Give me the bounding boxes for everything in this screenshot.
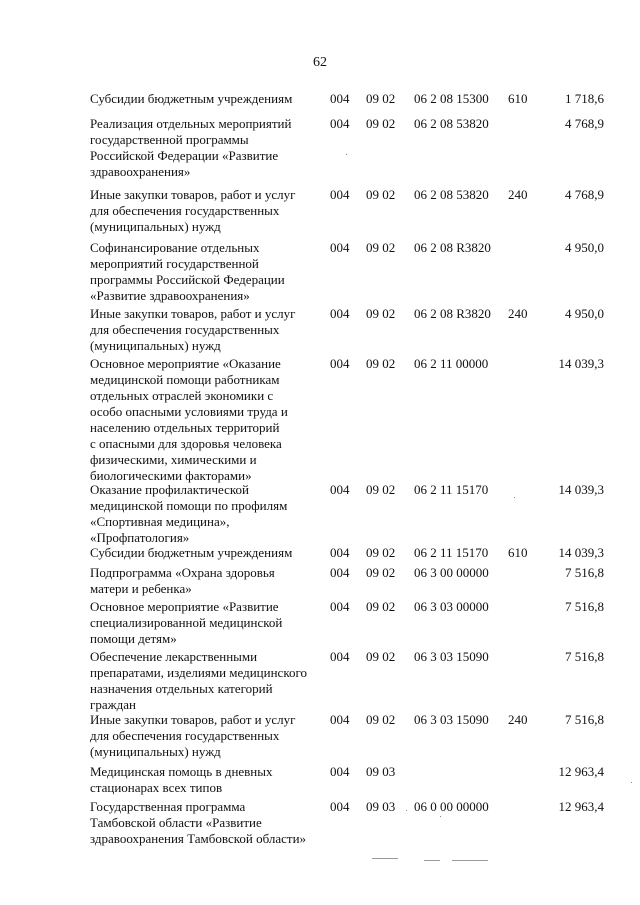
row-name: Основное мероприятие «Развитие специализированной медицинской помощи детям» (90, 599, 283, 646)
table-row (0, 91, 640, 116)
row-ved: 004 (330, 649, 350, 664)
table-row (0, 565, 640, 599)
row-rzpr: 09 02 (366, 712, 396, 727)
row-ved: 004 (330, 764, 350, 779)
row-ved: 004 (330, 91, 350, 106)
row-rzpr: 09 02 (366, 599, 396, 614)
row-cs: 06 2 08 R3820 (414, 240, 491, 255)
row-cs: 06 0 00 00000 (414, 799, 489, 814)
table-row (0, 187, 640, 240)
table-row (0, 764, 640, 799)
row-name: Субсидии бюджетным учреждениям (90, 545, 293, 560)
row-rzpr: 09 03 (366, 799, 396, 814)
scan-artifact (424, 860, 440, 861)
row-vr: 240 (508, 712, 528, 727)
row-rzpr: 09 02 (366, 91, 396, 106)
scan-artifact (631, 782, 632, 783)
row-name: Обеспечение лекарственными препаратами, изделиями медицинского назначения отдельных категорий граждан (90, 649, 307, 712)
row-rzpr: 09 02 (366, 649, 396, 664)
row-ved: 004 (330, 565, 350, 580)
row-cs: 06 3 03 00000 (414, 599, 489, 614)
row-sum: 4 768,9 (565, 187, 604, 202)
table-row (0, 599, 640, 649)
row-rzpr: 09 02 (366, 116, 396, 131)
row-ved: 004 (330, 187, 350, 202)
row-sum: 14 039,3 (558, 356, 604, 371)
scan-artifact (372, 858, 398, 859)
row-cs: 06 2 08 R3820 (414, 306, 491, 321)
row-ved: 004 (330, 356, 350, 371)
row-sum: 7 516,8 (565, 565, 604, 580)
row-name: Иные закупки товаров, работ и услуг для обеспечения государственных (муниципальных) нужд (90, 712, 296, 759)
row-cs: 06 3 00 00000 (414, 565, 489, 580)
table-row (0, 482, 640, 545)
row-rzpr: 09 02 (366, 565, 396, 580)
row-sum: 4 768,9 (565, 116, 604, 131)
row-cs: 06 2 11 00000 (414, 356, 489, 371)
row-ved: 004 (330, 116, 350, 131)
scan-artifact (514, 497, 515, 498)
scan-artifact (406, 810, 407, 811)
row-vr: 610 (508, 545, 528, 560)
row-cs: 06 2 08 53820 (414, 187, 489, 202)
row-rzpr: 09 02 (366, 356, 396, 371)
row-rzpr: 09 02 (366, 240, 396, 255)
row-sum: 7 516,8 (565, 599, 604, 614)
row-name: Основное мероприятие «Оказание медицинской помощи работникам отдельных отраслей экономики с особо опасными условиями труда и населению отдельных территорий с опасными для здоровья человека физическими, химическими и биологическими факторами» (90, 356, 288, 483)
row-sum: 7 516,8 (565, 712, 604, 727)
row-name: Иные закупки товаров, работ и услуг для обеспечения государственных (муниципальных) нужд (90, 306, 296, 353)
row-cs: 06 3 03 15090 (414, 649, 489, 664)
row-sum: 12 963,4 (558, 764, 604, 779)
row-ved: 004 (330, 482, 350, 497)
row-rzpr: 09 03 (366, 764, 396, 779)
scan-artifact (452, 860, 488, 861)
row-sum: 4 950,0 (565, 306, 604, 321)
page-number: 62 (313, 55, 327, 70)
row-cs: 06 2 08 15300 (414, 91, 489, 106)
row-vr: 610 (508, 91, 528, 106)
row-name: Оказание профилактической медицинской помощи по профилям «Спортивная медицина», «Профпатология» (90, 482, 288, 545)
row-name: Государственная программа Тамбовской области «Развитие здравоохранения Тамбовской области» (90, 799, 307, 846)
scan-artifact (346, 154, 347, 155)
row-name: Реализация отдельных мероприятий государственной программы Российской Федерации «Развитие здравоохранения» (90, 116, 292, 179)
row-vr: 240 (508, 306, 528, 321)
row-ved: 004 (330, 599, 350, 614)
table-row (0, 712, 640, 764)
row-name: Подпрограмма «Охрана здоровья матери и ребенка» (90, 565, 275, 596)
row-cs: 06 2 11 15170 (414, 482, 489, 497)
row-sum: 4 950,0 (565, 240, 604, 255)
row-sum: 12 963,4 (558, 799, 604, 814)
row-name: Софинансирование отдельных мероприятий государственной программы Российской Федерации «Развитие здравоохранения» (90, 240, 285, 303)
row-ved: 004 (330, 799, 350, 814)
row-name: Медицинская помощь в дневных стационарах всех типов (90, 764, 273, 795)
table-row (0, 306, 640, 356)
row-name: Субсидии бюджетным учреждениям (90, 91, 293, 106)
row-sum: 14 039,3 (558, 482, 604, 497)
table-row (0, 649, 640, 712)
row-rzpr: 09 02 (366, 187, 396, 202)
row-ved: 004 (330, 240, 350, 255)
row-cs: 06 2 08 53820 (414, 116, 489, 131)
table-row (0, 356, 640, 482)
table-row (0, 799, 640, 849)
row-rzpr: 09 02 (366, 545, 396, 560)
row-cs: 06 2 11 15170 (414, 545, 489, 560)
table-row (0, 545, 640, 565)
row-ved: 004 (330, 712, 350, 727)
table-row (0, 240, 640, 306)
row-rzpr: 09 02 (366, 306, 396, 321)
row-sum: 14 039,3 (558, 545, 604, 560)
row-vr: 240 (508, 187, 528, 202)
row-ved: 004 (330, 306, 350, 321)
row-sum: 7 516,8 (565, 649, 604, 664)
row-ved: 004 (330, 545, 350, 560)
budget-table (0, 91, 640, 849)
table-row (0, 116, 640, 187)
row-cs: 06 3 03 15090 (414, 712, 489, 727)
row-sum: 1 718,6 (565, 91, 604, 106)
row-name: Иные закупки товаров, работ и услуг для обеспечения государственных (муниципальных) нужд (90, 187, 296, 234)
row-rzpr: 09 02 (366, 482, 396, 497)
scan-artifact (440, 816, 441, 817)
